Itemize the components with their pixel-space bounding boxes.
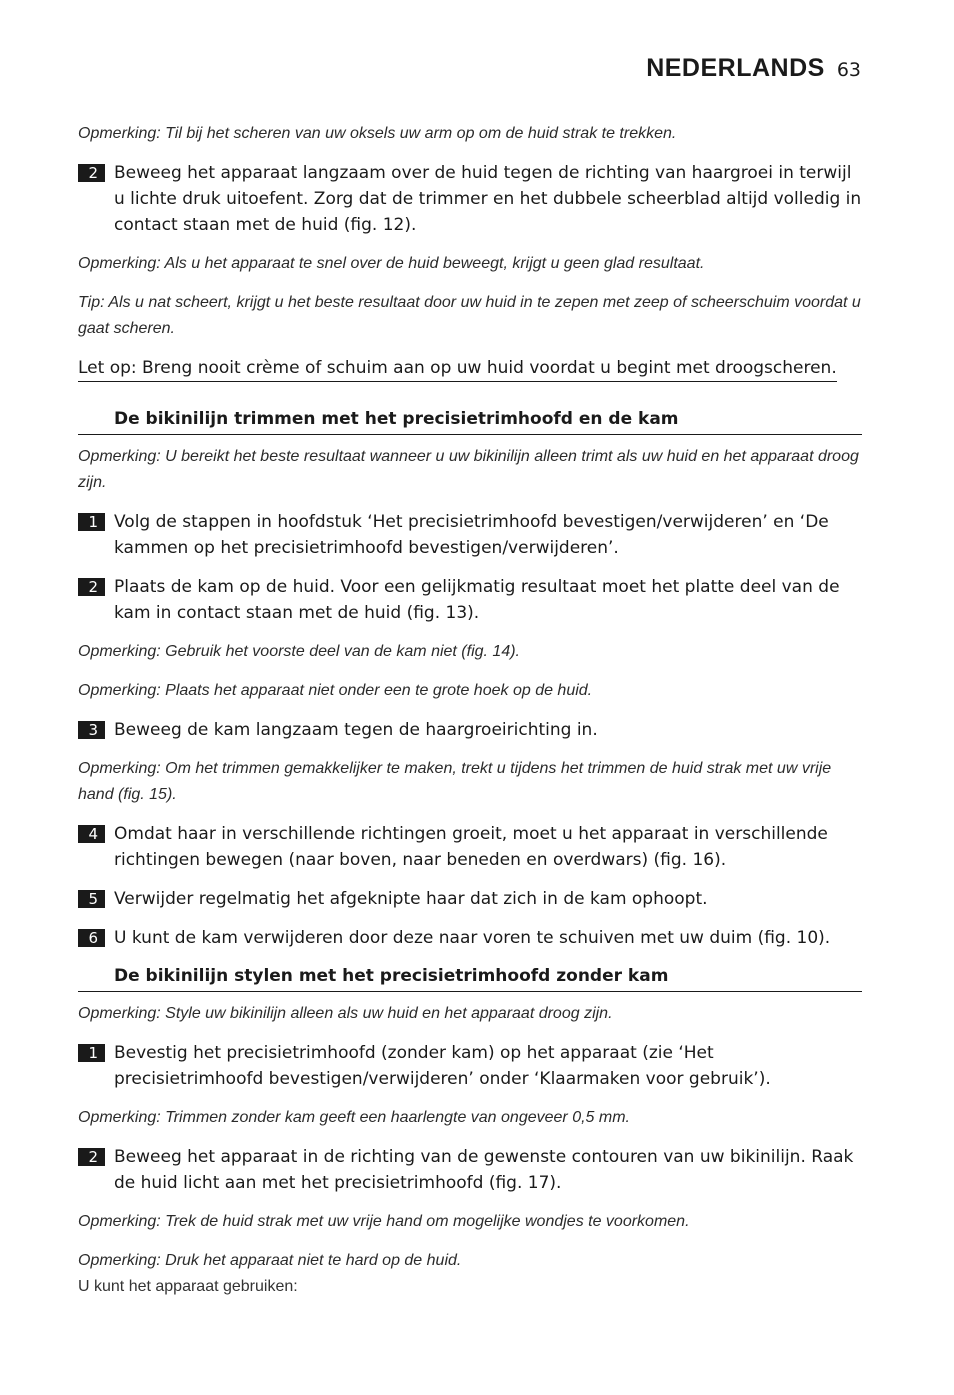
step-number-badge: 2 <box>78 1148 105 1166</box>
note-text: Opmerking: Trek de huid strak met uw vrije hand om mogelijke wondjes te voorkomen. <box>78 1213 690 1230</box>
step-text: Beweeg de kam langzaam tegen de haargroeirichting in. <box>114 720 598 740</box>
page-number: 63 <box>836 59 861 81</box>
step-text: Verwijder regelmatig het afgeknipte haar dat zich in de kam ophoopt. <box>114 889 708 909</box>
step-number-badge: 2 <box>78 164 105 182</box>
note-text: Opmerking: Trimmen zonder kam geeft een haarlengte van ongeveer 0,5 mm. <box>78 1109 630 1126</box>
page-header <box>646 54 861 83</box>
page-content <box>78 121 862 1300</box>
step-item <box>78 925 862 951</box>
step-number-badge: 6 <box>78 929 105 947</box>
note-text: Opmerking: Als u het apparaat te snel over de huid beweegt, krijgt u geen glad resultaat. <box>78 255 705 272</box>
step-item <box>78 821 862 873</box>
caution-text: Let op: Breng nooit crème of schuim aan op uw huid voordat u begint met droogscheren. <box>78 355 837 382</box>
note-text: Opmerking: Gebruik het voorste deel van de kam niet (fig. 14). <box>78 643 520 660</box>
step-text: Omdat haar in verschillende richtingen groeit, moet u het apparaat in verschillende richtingen bewegen (naar boven, naar beneden en overdwars) (fig. 16). <box>114 824 828 870</box>
step-item <box>78 574 862 626</box>
step-text: Beweeg het apparaat langzaam over de huid tegen de richting van haargroei in terwijl u lichte druk uitoefent. Zorg dat de trimmer en het dubbele scheerblad altijd volledig in contact staan met de huid (fig. 12). <box>114 163 862 235</box>
section-heading: De bikinilijn trimmen met het precisietrimhoofd en de kam <box>78 406 862 435</box>
step-item <box>78 886 862 912</box>
step-number-badge: 1 <box>78 513 105 531</box>
note-text: Opmerking: Style uw bikinilijn alleen als uw huid en het apparaat droog zijn. <box>78 1005 613 1022</box>
body-text: U kunt het apparaat gebruiken: <box>78 1278 298 1295</box>
note-text: Opmerking: Om het trimmen gemakkelijker te maken, trekt u tijdens het trimmen de huid strak met uw vrije hand (fig. 15). <box>78 760 832 803</box>
note-text: Opmerking: Til bij het scheren van uw oksels uw arm op om de huid strak te trekken. <box>78 125 677 142</box>
step-text: Bevestig het precisietrimhoofd (zonder kam) op het apparaat (zie ‘Het precisietrimhoofd bevestigen/verwijderen’ onder ‘Klaarmaken voor gebruik’). <box>114 1043 771 1089</box>
step-number-badge: 3 <box>78 721 105 739</box>
step-number-badge: 1 <box>78 1044 105 1062</box>
section-heading: De bikinilijn stylen met het precisietrimhoofd zonder kam <box>78 963 862 992</box>
step-item <box>78 509 862 561</box>
step-text: Volg de stappen in hoofdstuk ‘Het precisietrimhoofd bevestigen/verwijderen’ en ‘De kammen op het precisietrimhoofd bevestigen/verwijderen’. <box>114 512 829 558</box>
step-number-badge: 5 <box>78 890 105 908</box>
tip-text: Tip: Als u nat scheert, krijgt u het beste resultaat door uw huid in te zepen met zeep of scheerschuim voordat u gaat scheren. <box>78 294 861 337</box>
step-text: Beweeg het apparaat in de richting van de gewenste contouren van uw bikinilijn. Raak de huid licht aan met het precisietrimhoofd (fig. 17). <box>114 1147 854 1193</box>
step-item <box>78 717 862 743</box>
caution-block <box>78 355 862 382</box>
step-text: U kunt de kam verwijderen door deze naar voren te schuiven met uw duim (fig. 10). <box>114 928 831 948</box>
step-item <box>78 1040 862 1092</box>
step-number-badge: 2 <box>78 578 105 596</box>
step-number-badge: 4 <box>78 825 105 843</box>
note-text: Opmerking: U bereikt het beste resultaat wanneer u uw bikinilijn alleen trimt als uw huid en het apparaat droog zijn. <box>78 448 859 491</box>
step-item <box>78 1144 862 1196</box>
step-item <box>78 160 862 238</box>
step-text: Plaats de kam op de huid. Voor een gelijkmatig resultaat moet het platte deel van de kam in contact staan met de huid (fig. 13). <box>114 577 840 623</box>
language-title: NEDERLANDS <box>646 54 825 82</box>
note-text: Opmerking: Plaats het apparaat niet onder een te grote hoek op de huid. <box>78 682 593 699</box>
note-text: Opmerking: Druk het apparaat niet te hard op de huid. <box>78 1252 462 1269</box>
